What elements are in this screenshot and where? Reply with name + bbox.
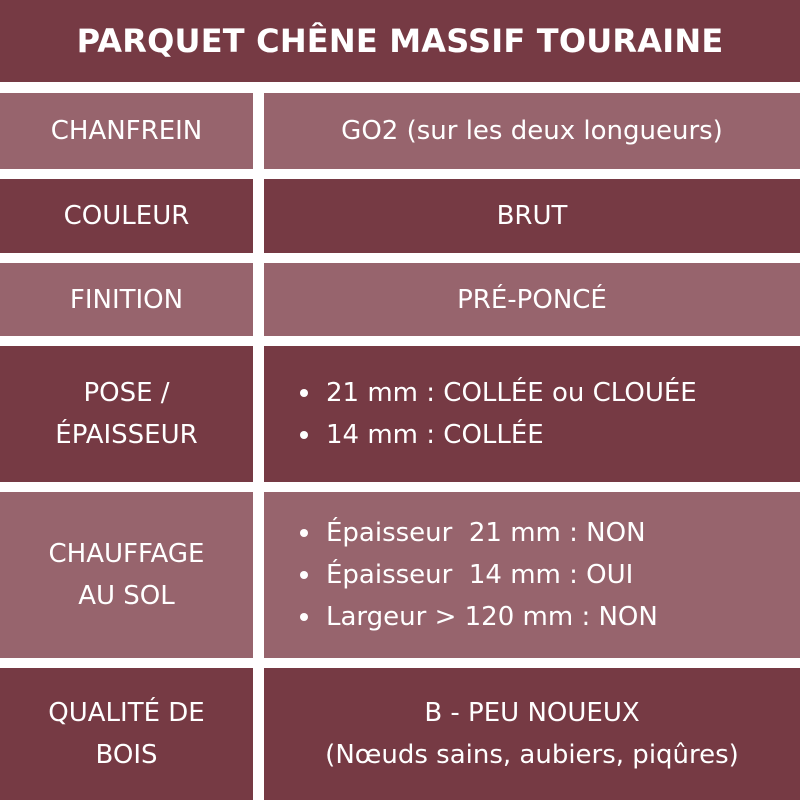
row-label-text: QUALITÉ DE (48, 698, 205, 728)
row-value-qualite-de-bois (264, 668, 800, 800)
list-item (300, 372, 697, 414)
bullet-icon (300, 529, 308, 537)
list-item-text: Épaisseur 21 mm : NON (326, 518, 646, 548)
row-label-text: FINITION (69, 284, 184, 315)
row-value-couleur (264, 179, 800, 253)
list-item (300, 414, 544, 456)
row-label-text: AU SOL (78, 581, 175, 611)
row-label-finition (0, 263, 253, 336)
bullet-icon (300, 389, 308, 397)
row-value-text: PRÉ-PONCÉ (457, 284, 607, 315)
row-value-pose-epaisseur (264, 346, 800, 482)
list-item-text: Épaisseur 14 mm : OUI (326, 560, 634, 590)
row-value-chauffage-au-sol (264, 492, 800, 658)
bullet-icon (300, 613, 308, 621)
list-item-text: 21 mm : COLLÉE ou CLOUÉE (326, 378, 697, 408)
row-label-couleur (0, 179, 253, 253)
row-value-chanfrein (264, 93, 800, 169)
row-label-text: BOIS (95, 740, 158, 770)
row-label-text: CHANFREIN (50, 116, 203, 146)
row-label-text: ÉPAISSEUR (55, 420, 198, 450)
bullet-icon (300, 431, 308, 439)
row-value-text: B - PEU NOUEUX (424, 698, 640, 728)
row-label-qualite-de-bois (0, 668, 253, 800)
list-item (300, 512, 646, 554)
row-label-chanfrein (0, 93, 253, 169)
row-value-text: GO2 (sur les deux longueurs) (341, 116, 723, 146)
list-item (300, 596, 658, 638)
list-item-text: 14 mm : COLLÉE (326, 420, 544, 450)
row-value-text: (Nœuds sains, aubiers, piqûres) (325, 740, 739, 770)
row-label-text: POSE / (83, 378, 170, 408)
list-item (300, 554, 633, 596)
row-value-finition (264, 263, 800, 336)
list-item-text: Largeur > 120 mm : NON (326, 602, 658, 632)
row-label-pose-epaisseur (0, 346, 253, 482)
row-label-chauffage-au-sol (0, 492, 253, 658)
page-title: PARQUET CHÊNE MASSIF TOURAINE (76, 22, 724, 60)
row-value-text: BRUT (496, 201, 568, 231)
bullet-icon (300, 571, 308, 579)
row-label-text: CHAUFFAGE (48, 539, 205, 569)
table-title-bar (0, 0, 800, 82)
row-label-text: COULEUR (63, 201, 190, 231)
